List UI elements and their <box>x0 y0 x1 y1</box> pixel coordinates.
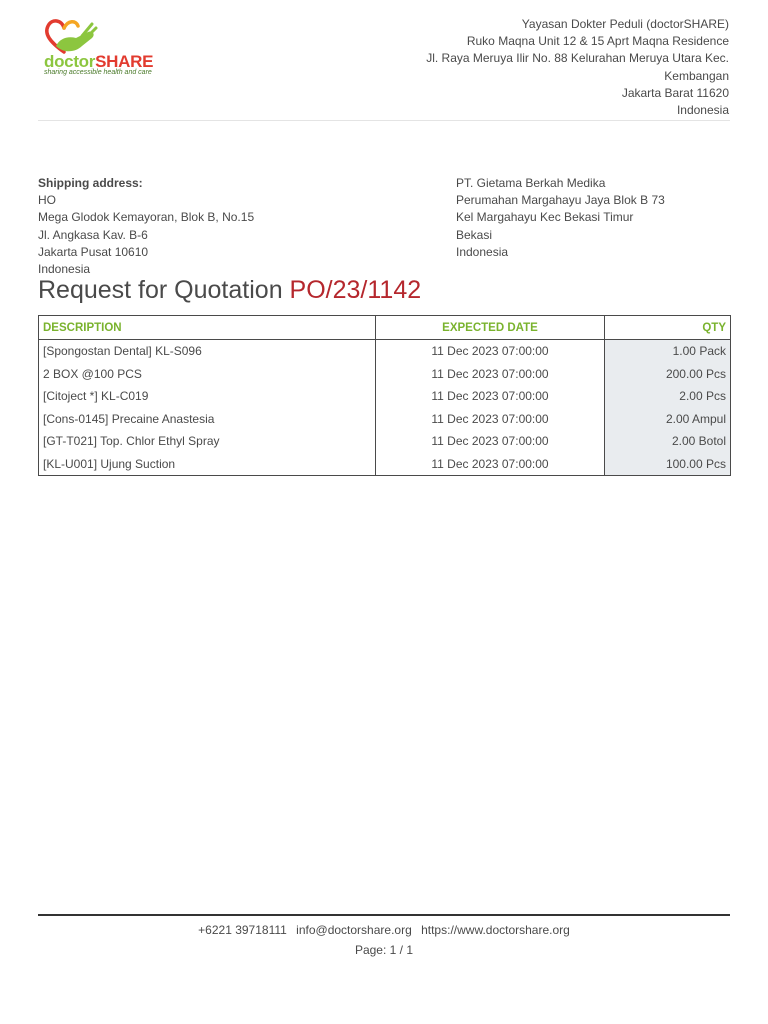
company-line: Ruko Maqna Unit 12 & 15 Aprt Maqna Residence <box>466 34 729 49</box>
title-prefix: Request for Quotation <box>38 276 283 304</box>
page-separator: / <box>399 943 404 957</box>
vendor-address <box>456 175 665 261</box>
cell-expected-date: 11 Dec 2023 07:00:00 <box>376 430 605 453</box>
vendor-line: Perumahan Margahayu Jaya Blok B 73 <box>456 193 665 208</box>
vendor-line: Indonesia <box>456 244 509 259</box>
table-row <box>39 363 731 386</box>
cell-qty: 1.00 Pack <box>605 340 731 363</box>
table-header-row <box>39 316 731 340</box>
header-qty: QTY <box>605 316 731 340</box>
footer-contacts <box>0 920 768 940</box>
cell-qty: 100.00 Pcs <box>605 453 731 476</box>
page-number <box>0 940 768 960</box>
header-description: DESCRIPTION <box>39 316 376 340</box>
logo-tagline: sharing accessible health and care <box>44 69 152 76</box>
cell-description: [GT-T021] Top. Chlor Ethyl Spray <box>39 430 376 453</box>
page-footer <box>0 920 768 960</box>
shipping-line: Indonesia <box>38 262 91 277</box>
order-lines-table <box>38 315 731 476</box>
company-line: Indonesia <box>676 103 729 118</box>
shipping-label: Shipping address: <box>38 176 143 190</box>
table-row <box>39 430 731 453</box>
footer-divider <box>38 914 730 916</box>
page-label: Page: <box>354 943 387 957</box>
cell-description: 2 BOX @100 PCS <box>39 363 376 386</box>
cell-qty: 2.00 Pcs <box>605 385 731 408</box>
cell-qty: 2.00 Ampul <box>605 408 731 431</box>
vendor-line: Bekasi <box>456 227 493 242</box>
vendor-line: PT. Gietama Berkah Medika <box>456 176 606 190</box>
company-logo <box>42 16 172 80</box>
shipping-address <box>38 175 254 278</box>
footer-phone: +6221 39718111 <box>198 923 287 937</box>
header-expected-date: EXPECTED DATE <box>376 316 605 340</box>
cell-expected-date: 11 Dec 2023 07:00:00 <box>376 453 605 476</box>
cell-description: [Cons-0145] Precaine Anastesia <box>39 408 376 431</box>
header-divider <box>38 120 730 121</box>
shipping-line: Jl. Angkasa Kav. B-6 <box>38 227 148 242</box>
table-row <box>39 408 731 431</box>
heart-hands-icon <box>42 16 102 56</box>
vendor-line: Kel Margahayu Kec Bekasi Timur <box>456 210 634 225</box>
cell-qty: 200.00 Pcs <box>605 363 731 386</box>
shipping-line: Jakarta Pusat 10610 <box>38 244 149 259</box>
table-row <box>39 340 731 363</box>
shipping-line: Mega Glodok Kemayoran, Blok B, No.15 <box>38 210 255 225</box>
cell-qty: 2.00 Botol <box>605 430 731 453</box>
table-row <box>39 385 731 408</box>
document-title <box>38 276 421 305</box>
shipping-line: HO <box>38 193 56 208</box>
company-address <box>426 16 729 119</box>
footer-website[interactable]: https://www.doctorshare.org <box>421 923 570 937</box>
company-line: Yayasan Dokter Peduli (doctorSHARE) <box>521 17 729 31</box>
cell-expected-date: 11 Dec 2023 07:00:00 <box>376 385 605 408</box>
company-line: Jakarta Barat 11620 <box>621 85 729 100</box>
cell-expected-date: 11 Dec 2023 07:00:00 <box>376 363 605 386</box>
company-line: Kembangan <box>664 68 729 83</box>
cell-expected-date: 11 Dec 2023 07:00:00 <box>376 408 605 431</box>
cell-description: [Citoject *] KL-C019 <box>39 385 376 408</box>
company-line: Jl. Raya Meruya Ilir No. 88 Kelurahan Meruya Utara Kec. <box>426 51 729 66</box>
page-total: 1 <box>406 943 414 957</box>
cell-description: [Spongostan Dental] KL-S096 <box>39 340 376 363</box>
table-row <box>39 453 731 476</box>
cell-expected-date: 11 Dec 2023 07:00:00 <box>376 340 605 363</box>
rfq-number: PO/23/1142 <box>289 276 422 304</box>
footer-email[interactable]: info@doctorshare.org <box>296 923 412 937</box>
cell-description: [KL-U001] Ujung Suction <box>39 453 376 476</box>
page-current: 1 <box>389 943 397 957</box>
logo-wordmark: doctorSHARE <box>44 52 154 71</box>
